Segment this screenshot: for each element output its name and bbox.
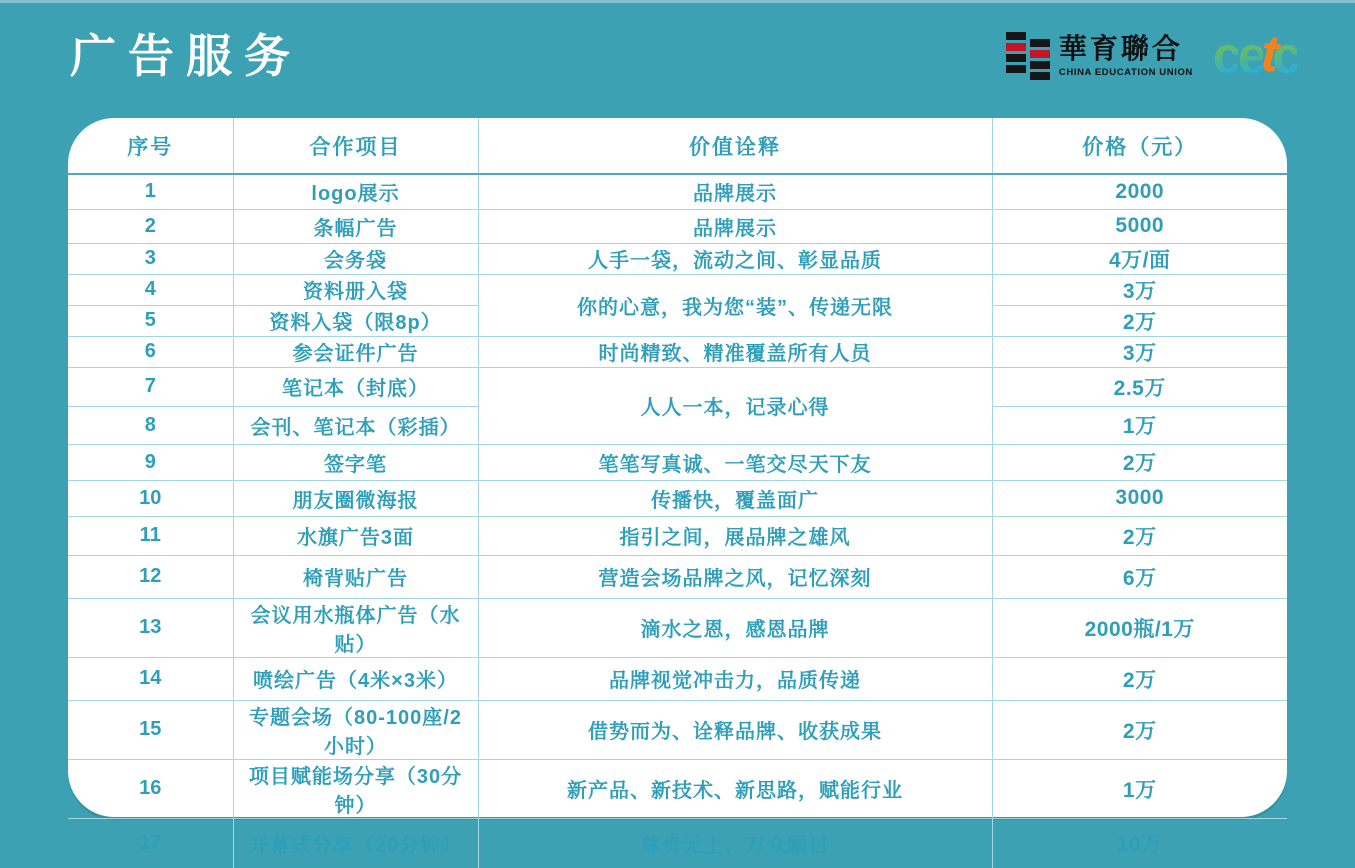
- cell-price: 2万: [992, 444, 1287, 480]
- table-row: [68, 367, 1287, 406]
- cetc-letter: e: [1237, 27, 1263, 85]
- cell-no: 8: [68, 406, 233, 444]
- cell-project: 签字笔: [233, 444, 478, 480]
- table-row: [68, 555, 1287, 598]
- cell-project: logo展示: [233, 174, 478, 209]
- cell-price: 2万: [992, 516, 1287, 555]
- ad-services-table: [68, 118, 1287, 868]
- cell-project: 会务袋: [233, 243, 478, 274]
- top-bar: [0, 0, 1355, 85]
- cell-value: 人人一本，记录心得: [478, 367, 992, 444]
- cell-price: 2000瓶/1万: [992, 598, 1287, 657]
- logo-group: [1006, 24, 1297, 85]
- cetc-letter: c: [1212, 27, 1238, 85]
- cell-price: 2万: [992, 305, 1287, 336]
- cell-price: 6万: [992, 555, 1287, 598]
- h-bars-icon: [1006, 32, 1050, 80]
- cell-project: 参会证件广告: [233, 336, 478, 367]
- cell-no: 4: [68, 274, 233, 305]
- ad-services-table-card: [68, 118, 1287, 857]
- table-row: [68, 243, 1287, 274]
- cell-no: 6: [68, 336, 233, 367]
- cell-value: 人手一袋，流动之间、彰显品质: [478, 243, 992, 274]
- union-logo-cn-text: 華育聯合: [1058, 32, 1183, 64]
- cell-no: 2: [68, 209, 233, 243]
- cell-value: 新产品、新技术、新思路，赋能行业: [478, 759, 992, 818]
- cell-value: 传播快，覆盖面广: [478, 480, 992, 516]
- cell-no: 1: [68, 174, 233, 209]
- table-header-row: [68, 118, 1287, 174]
- cell-project: 喷绘广告（4米×3米）: [233, 657, 478, 700]
- cell-value: 借势而为、诠释品牌、收获成果: [478, 700, 992, 759]
- cetc-letter: t: [1258, 24, 1277, 84]
- cell-price: 3万: [992, 336, 1287, 367]
- cell-price: 3万: [992, 274, 1287, 305]
- cell-price: 2万: [992, 657, 1287, 700]
- cell-project: 朋友圈微海报: [233, 480, 478, 516]
- cell-price: 2万: [992, 700, 1287, 759]
- cell-no: 17: [68, 818, 233, 868]
- cell-no: 5: [68, 305, 233, 336]
- cell-value: 品牌展示: [478, 209, 992, 243]
- cell-project: 资料册入袋: [233, 274, 478, 305]
- cell-no: 3: [68, 243, 233, 274]
- page-title: 广告服务: [70, 30, 302, 82]
- cell-no: 9: [68, 444, 233, 480]
- header-value: 价值诠释: [478, 118, 992, 174]
- cell-price: 5000: [992, 209, 1287, 243]
- cell-no: 11: [68, 516, 233, 555]
- header-price: 价格（元）: [992, 118, 1287, 174]
- cell-project: 会议用水瓶体广告（水贴）: [233, 598, 478, 657]
- table-row: [68, 657, 1287, 700]
- cell-project: 开幕式分享（20分钟）: [233, 818, 478, 868]
- cell-project: 水旗广告3面: [233, 516, 478, 555]
- cell-project: 条幅广告: [233, 209, 478, 243]
- cell-no: 7: [68, 367, 233, 406]
- cetc-letter: c: [1272, 27, 1297, 85]
- table-row: [68, 209, 1287, 243]
- cell-price: 1万: [992, 406, 1287, 444]
- cell-price: 4万/面: [992, 243, 1287, 274]
- cell-project: 资料入袋（限8p）: [233, 305, 478, 336]
- union-logo-en-text: CHINA EDUCATION UNION: [1058, 66, 1193, 78]
- table-row: [68, 759, 1287, 818]
- cell-price: 2.5万: [992, 367, 1287, 406]
- cell-price: 1万: [992, 759, 1287, 818]
- cell-project: 项目赋能场分享（30分钟）: [233, 759, 478, 818]
- cell-value: 品牌视觉冲击力，品质传递: [478, 657, 992, 700]
- cell-project: 会刊、笔记本（彩插）: [233, 406, 478, 444]
- cell-no: 12: [68, 555, 233, 598]
- china-education-union-logo: [1006, 32, 1193, 80]
- cell-price: 10万: [1116, 833, 1163, 857]
- cell-value: 时尚精致、精准覆盖所有人员: [478, 336, 992, 367]
- cell-project: 椅背贴广告: [233, 555, 478, 598]
- cell-no: 13: [68, 598, 233, 657]
- ad-table-body: [68, 174, 1287, 868]
- cell-price: 2000: [992, 174, 1287, 209]
- table-row: [68, 516, 1287, 555]
- header-no: 序号: [68, 118, 233, 174]
- cell-value: 笔笔写真诚、一笔交尽天下友: [478, 444, 992, 480]
- table-row: [68, 336, 1287, 367]
- cell-no: 10: [68, 480, 233, 516]
- table-row: [68, 480, 1287, 516]
- cell-project: 专题会场（80-100座/2小时）: [233, 700, 478, 759]
- cell-no: 14: [68, 657, 233, 700]
- cell-price: 3000: [992, 480, 1287, 516]
- header-project: 合作项目: [233, 118, 478, 174]
- table-row: [68, 700, 1287, 759]
- table-row: [68, 174, 1287, 209]
- cell-value: 滴水之恩，感恩品牌: [478, 598, 992, 657]
- table-row: [68, 274, 1287, 305]
- cell-project: 笔记本（封底）: [233, 367, 478, 406]
- cell-no: 16: [68, 759, 233, 818]
- cell-no: 15: [68, 700, 233, 759]
- cell-value: 尊贵无上、万众瞩目: [478, 818, 992, 868]
- table-row: [68, 818, 1287, 868]
- cell-value: 你的心意，我为您“装”、传递无限: [478, 274, 992, 336]
- cell-value: 营造会场品牌之风，记忆深刻: [478, 555, 992, 598]
- table-row: [68, 444, 1287, 480]
- cell-value: 指引之间，展品牌之雄风: [478, 516, 992, 555]
- cetc-logo: [1212, 24, 1297, 85]
- cell-value: 品牌展示: [478, 174, 992, 209]
- table-row: [68, 598, 1287, 657]
